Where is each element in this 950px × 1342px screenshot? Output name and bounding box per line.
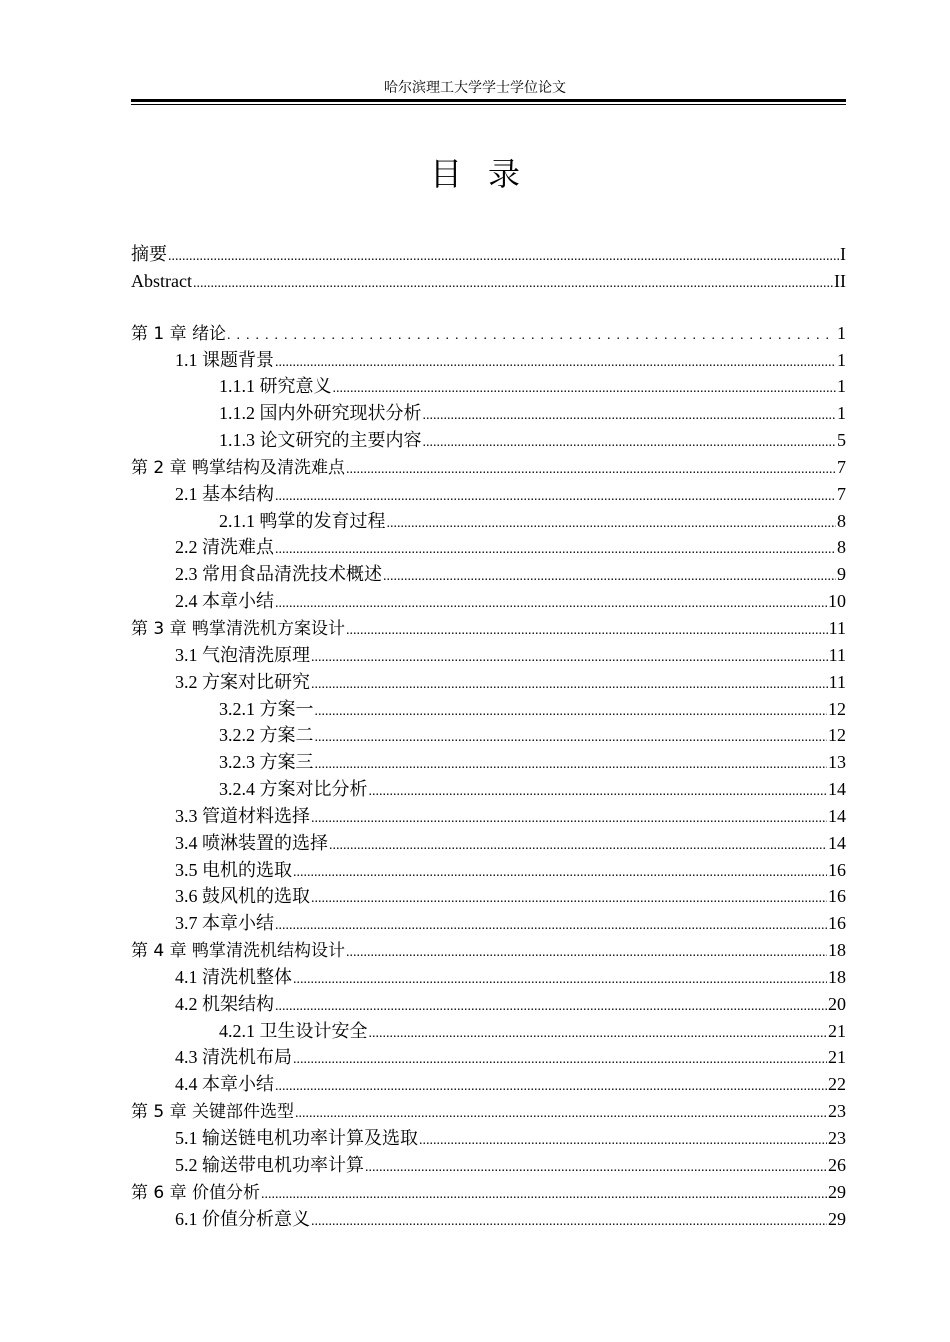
toc-page-number: 11 [828, 671, 846, 692]
toc-dot-leader [293, 1047, 827, 1074]
toc-dot-leader [369, 1021, 828, 1048]
toc-entry-label: 第 6 章 价值分析 [131, 1182, 261, 1203]
toc-entry-label: 第 1 章 绪论 [131, 323, 227, 344]
toc-entry[interactable] [131, 454, 846, 481]
toc-dot-leader [346, 618, 828, 645]
toc-dot-leader [261, 1182, 827, 1209]
toc-entry[interactable] [131, 508, 846, 535]
toc-entry-label: 摘要 [131, 244, 167, 264]
toc-entry[interactable] [131, 481, 846, 508]
toc-dot-leader [295, 1101, 827, 1128]
toc-entry-label: 第 4 章 鸭掌清洗机结构设计 [131, 941, 346, 962]
toc-dot-leader [365, 1155, 827, 1182]
toc-entry-label: 1.1.3 论文研究的主要内容 [219, 430, 422, 451]
toc-dot-leader [275, 484, 836, 511]
toc-entry[interactable] [131, 320, 846, 347]
toc-entry[interactable] [131, 991, 846, 1018]
toc-entry-label: 第 2 章 鸭掌结构及清洗难点 [131, 457, 346, 478]
header-rule-thick [131, 99, 846, 102]
toc-page-number: 8 [837, 510, 846, 531]
toc-entry[interactable] [131, 1098, 846, 1125]
toc-entry-label: 5.2 输送带电机功率计算 [175, 1154, 364, 1175]
toc-entry[interactable] [131, 857, 846, 884]
toc-entry-label: 4.2.1 卫生设计安全 [219, 1020, 368, 1041]
toc-page-number: 1 [837, 376, 846, 397]
toc-entry-label: 1.1 课题背景 [175, 349, 274, 370]
toc-page-number: 22 [828, 1074, 846, 1095]
toc-dot-leader [419, 1128, 827, 1155]
toc-dot-leader [346, 457, 836, 484]
toc-page-number: 16 [828, 886, 846, 907]
toc-dot-leader [311, 645, 828, 672]
toc-entry-label: 3.1 气泡清洗原理 [175, 644, 310, 665]
toc-entry[interactable] [131, 722, 846, 749]
toc-entry-label: 3.2.2 方案二 [219, 725, 314, 746]
toc-entry[interactable] [131, 561, 846, 588]
toc-dot-leader [275, 537, 836, 564]
toc-entry-label: 1.1.1 研究意义 [219, 376, 332, 397]
toc-entry-label: 3.2 方案对比研究 [175, 671, 310, 692]
toc-entry[interactable] [131, 696, 846, 723]
toc-entry[interactable] [131, 615, 846, 642]
toc-entry-label: 3.4 喷淋装置的选择 [175, 832, 328, 853]
toc-dot-leader [329, 833, 827, 860]
toc-page-number: 16 [828, 859, 846, 880]
toc-dot-leader [293, 860, 827, 887]
running-header: 哈尔滨理工大学学士学位论文 [384, 80, 566, 96]
toc-entry[interactable] [131, 642, 846, 669]
toc-entry[interactable] [131, 830, 846, 857]
toc-entry[interactable] [131, 776, 846, 803]
toc-page-number: 18 [828, 966, 846, 987]
toc-entry[interactable] [131, 400, 846, 427]
toc-page-number: 26 [828, 1154, 846, 1175]
toc-page-number: 29 [828, 1208, 846, 1229]
toc-entry[interactable] [131, 1152, 846, 1179]
toc-entry[interactable] [131, 1071, 846, 1098]
toc-dot-leader [275, 994, 827, 1021]
toc-entry[interactable] [131, 1206, 846, 1233]
toc-page-number: 12 [828, 698, 846, 719]
toc-entry[interactable] [131, 669, 846, 696]
toc-dot-leader [383, 564, 836, 591]
toc-page-number: 1 [837, 322, 846, 343]
toc-entry-label: 3.2.1 方案一 [219, 698, 314, 719]
toc-entry[interactable] [131, 347, 846, 374]
toc-page-number: 14 [828, 805, 846, 826]
toc-entry-label: 第 5 章 关键部件选型 [131, 1102, 295, 1123]
toc-dot-leader [333, 376, 837, 403]
toc-dot-leader [315, 699, 828, 726]
toc-page-number: 23 [828, 1101, 846, 1122]
toc-page-number: I [840, 244, 846, 264]
table-of-contents [131, 241, 846, 1232]
toc-dot-leader [369, 779, 828, 806]
toc-entry[interactable] [131, 1179, 846, 1206]
toc-entry-label: 1.1.2 国内外研究现状分析 [219, 403, 422, 424]
toc-entry-label: 4.2 机架结构 [175, 993, 274, 1014]
toc-entry-label: 3.5 电机的选取 [175, 859, 292, 880]
toc-page-number: 10 [828, 591, 846, 612]
toc-entry-label: 4.3 清洗机布局 [175, 1047, 292, 1068]
toc-entry[interactable] [131, 937, 846, 964]
toc-entry-label: 第 3 章 鸭掌清洗机方案设计 [131, 618, 346, 639]
toc-entry-label: 4.4 本章小结 [175, 1074, 274, 1095]
toc-dot-leader [311, 886, 827, 913]
toc-dot-leader [423, 403, 837, 430]
toc-page-number: II [834, 270, 846, 291]
toc-page-number: 1 [837, 403, 846, 424]
toc-entry-label: 3.2.4 方案对比分析 [219, 779, 368, 800]
toc-page-number: 8 [837, 537, 846, 558]
toc-entry-label: 2.1.1 鸭掌的发育过程 [219, 510, 386, 531]
toc-page-number: 13 [828, 752, 846, 773]
toc-dot-leader [275, 591, 827, 618]
toc-entry-label: 4.1 清洗机整体 [175, 966, 292, 987]
toc-entry[interactable] [131, 1018, 846, 1045]
toc-dot-leader [227, 323, 836, 350]
toc-page-number: 7 [837, 483, 846, 504]
toc-page-number: 14 [828, 832, 846, 853]
toc-entry-label: 2.4 本章小结 [175, 591, 274, 612]
toc-page-number: 11 [828, 617, 846, 638]
toc-dot-leader [387, 511, 837, 538]
toc-dot-leader [193, 271, 833, 298]
toc-entry-label: 2.2 清洗难点 [175, 537, 274, 558]
toc-page-number: 9 [837, 564, 846, 585]
toc-entry[interactable] [131, 588, 846, 615]
toc-entry[interactable] [131, 910, 846, 937]
toc-page-number: 16 [828, 913, 846, 934]
toc-entry[interactable] [131, 1044, 846, 1071]
toc-dot-leader [168, 244, 839, 271]
toc-page-number: 20 [828, 993, 846, 1014]
header-rule-thin [131, 104, 846, 105]
toc-dot-leader [423, 430, 837, 457]
toc-page-number: 12 [828, 725, 846, 746]
toc-entry[interactable] [131, 749, 846, 776]
toc-page-number: 21 [828, 1020, 846, 1041]
toc-page-number: 5 [837, 430, 846, 451]
toc-entry[interactable] [131, 964, 846, 991]
toc-entry-label: 3.7 本章小结 [175, 913, 274, 934]
toc-entry[interactable] [131, 241, 846, 268]
toc-entry-label: 3.2.3 方案三 [219, 752, 314, 773]
toc-dot-leader [293, 967, 827, 994]
toc-page-number: 21 [828, 1047, 846, 1068]
toc-page-number: 18 [828, 940, 846, 961]
toc-entry[interactable] [131, 803, 846, 830]
toc-entry-label: Abstract [131, 270, 192, 291]
toc-entry-label: 2.1 基本结构 [175, 483, 274, 504]
toc-page-number: 29 [828, 1181, 846, 1202]
toc-entry-label: 2.3 常用食品清洗技术概述 [175, 564, 382, 585]
toc-entry[interactable] [131, 373, 846, 400]
toc-entry-label: 6.1 价值分析意义 [175, 1208, 310, 1229]
toc-entry-label: 3.6 鼓风机的选取 [175, 886, 310, 907]
toc-dot-leader [315, 752, 828, 779]
toc-dot-leader [311, 1209, 827, 1236]
toc-dot-leader [275, 913, 827, 940]
toc-entry-label: 3.3 管道材料选择 [175, 805, 310, 826]
toc-dot-leader [275, 350, 836, 377]
toc-page-number: 1 [837, 349, 846, 370]
toc-dot-leader [275, 1074, 827, 1101]
toc-entry[interactable] [131, 268, 846, 295]
toc-dot-leader [346, 940, 827, 967]
toc-entry[interactable] [131, 534, 846, 561]
toc-entry[interactable] [131, 427, 846, 454]
toc-page-number: 23 [828, 1128, 846, 1148]
toc-page-number: 7 [837, 456, 846, 477]
toc-dot-leader [311, 806, 827, 833]
toc-entry[interactable] [131, 883, 846, 910]
toc-dot-leader [311, 672, 828, 699]
toc-entry-label: 5.1 输送链电机功率计算及选取 [175, 1128, 418, 1148]
toc-entry[interactable] [131, 1125, 846, 1152]
toc-page-number: 14 [828, 779, 846, 800]
page-title: 目录 [429, 155, 546, 193]
toc-page-number: 11 [828, 644, 846, 665]
toc-dot-leader [315, 725, 828, 752]
